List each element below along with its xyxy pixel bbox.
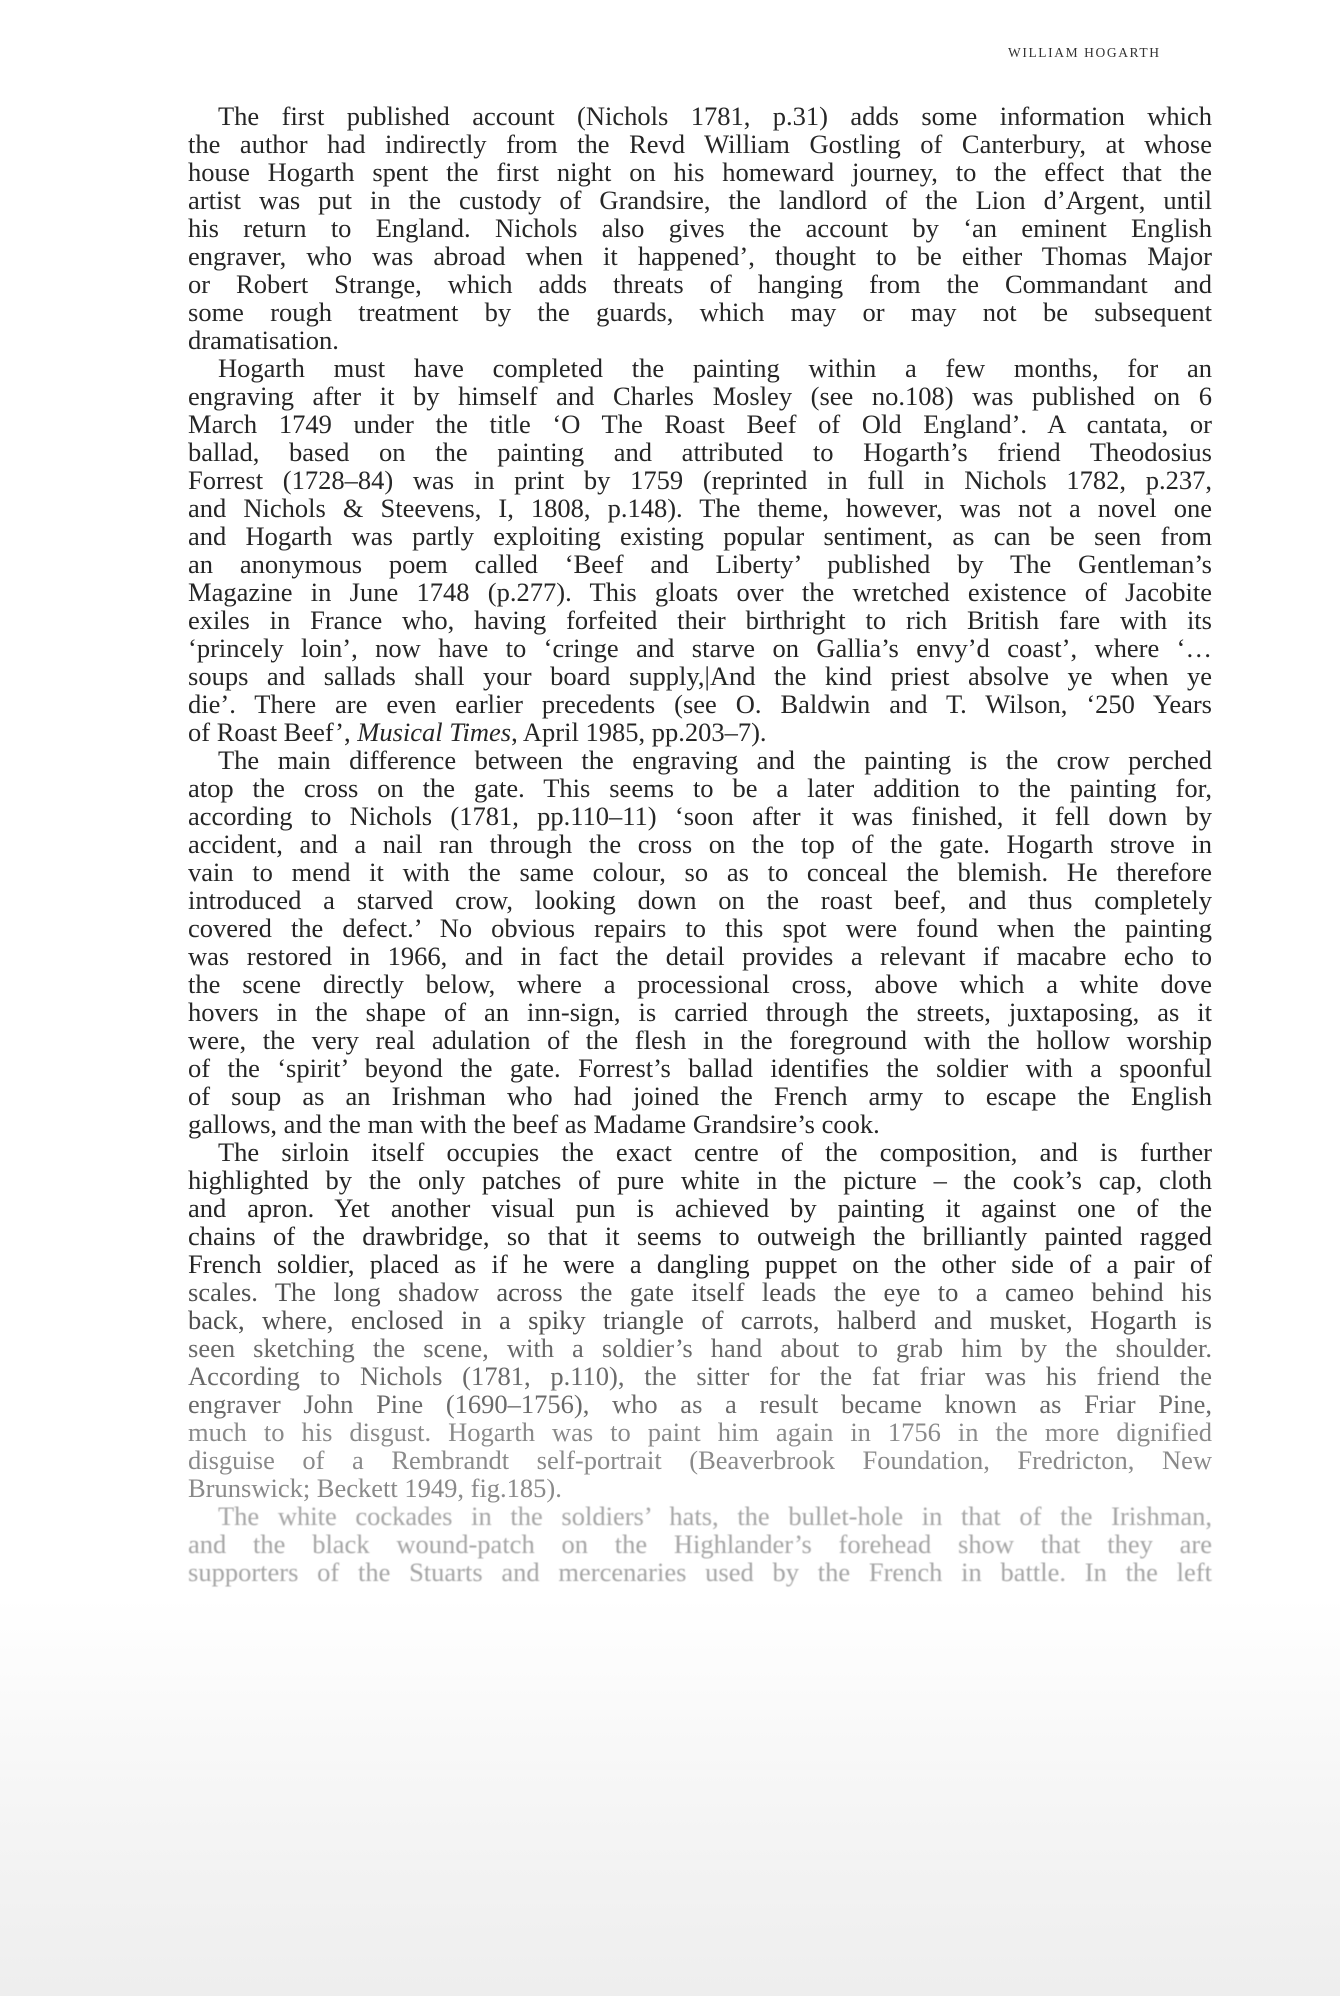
- running-head: WILLIAM HOGARTH: [1008, 45, 1161, 60]
- text-line: introduced a starved crow, looking down on the roast beef, and thus completely: [188, 885, 1212, 915]
- text-line: soups and sallads shall your board supply,|And the kind priest absolve ye when ye: [188, 661, 1212, 691]
- text-line: hovers in the shape of an inn-sign, is carried through the streets, juxtaposing, as it: [188, 997, 1212, 1027]
- text-line: or Robert Strange, which adds threats of hanging from the Commandant and: [188, 269, 1212, 299]
- text-line: seen sketching the scene, with a soldier’s hand about to grab him by the shoulder.: [188, 1333, 1212, 1363]
- text-line: his return to England. Nichols also gives the account by ‘an eminent English: [188, 213, 1212, 243]
- text-line: engraver John Pine (1690–1756), who as a result became known as Friar Pine,: [188, 1389, 1212, 1419]
- text-line: according to Nichols (1781, pp.110–11) ‘soon after it was finished, it fell down by: [188, 801, 1212, 831]
- text-line: accident, and a nail ran through the cross on the top of the gate. Hogarth strove in: [188, 829, 1212, 859]
- text-line: some rough treatment by the guards, which may or may not be subsequent: [188, 297, 1212, 327]
- text-line: back, where, enclosed in a spiky triangle of carrots, halberd and musket, Hogarth is: [188, 1305, 1212, 1335]
- text-line: was restored in 1966, and in fact the detail provides a relevant if macabre echo to: [188, 941, 1212, 971]
- text-line: and apron. Yet another visual pun is achieved by painting it against one of the: [188, 1193, 1212, 1223]
- text-line: and the black wound-patch on the Highlander’s forehead show that they are: [188, 1529, 1212, 1559]
- text-line: Brunswick; Beckett 1949, fig.185).: [188, 1473, 562, 1503]
- text-line: The white cockades in the soldiers’ hats, the bullet-hole in that of the Irishman,: [218, 1501, 1212, 1531]
- text-line: The main difference between the engraving and the painting is the crow perched: [218, 745, 1212, 775]
- text-line: supporters of the Stuarts and mercenaries used by the French in battle. In the left: [188, 1557, 1212, 1587]
- text-line: engraver, who was abroad when it happened’, thought to be either Thomas Major: [188, 241, 1212, 271]
- text-line: highlighted by the only patches of pure white in the picture – the cook’s cap, cloth: [188, 1165, 1212, 1195]
- text-line: house Hogarth spent the first night on his homeward journey, to the effect that the: [188, 157, 1212, 187]
- text-line: die’. There are even earlier precedents (see O. Baldwin and T. Wilson, ‘250 Years: [188, 689, 1212, 719]
- text-line: According to Nichols (1781, p.110), the sitter for the fat friar was his friend the: [188, 1361, 1212, 1391]
- text-line: and Nichols & Steevens, I, 1808, p.148). The theme, however, was not a novel one: [188, 493, 1212, 523]
- text-line: chains of the drawbridge, so that it seems to outweigh the brilliantly painted ragged: [188, 1221, 1212, 1251]
- text-line: The first published account (Nichols 1781, p.31) adds some information which: [218, 101, 1212, 131]
- text-line: engraving after it by himself and Charles Mosley (see no.108) was published on 6: [188, 381, 1212, 411]
- text-line: of the ‘spirit’ beyond the gate. Forrest’s ballad identifies the soldier with a spoonful: [188, 1053, 1212, 1083]
- text-line: much to his disgust. Hogarth was to paint him again in 1756 in the more dignified: [188, 1417, 1212, 1447]
- text-line: scales. The long shadow across the gate itself leads the eye to a cameo behind his: [188, 1277, 1212, 1307]
- text-line: disguise of a Rembrandt self-portrait (Beaverbrook Foundation, Fredricton, New: [188, 1445, 1212, 1475]
- text-line: artist was put in the custody of Grandsire, the landlord of the Lion d’Argent, until: [188, 185, 1212, 215]
- text-line: were, the very real adulation of the flesh in the foreground with the hollow worship: [188, 1025, 1212, 1055]
- text-line: gallows, and the man with the beef as Madame Grandsire’s cook.: [188, 1109, 880, 1139]
- text-line: dramatisation.: [188, 325, 339, 355]
- text-line: covered the defect.’ No obvious repairs to this spot were found when the painting: [188, 913, 1212, 943]
- text-line: and Hogarth was partly exploiting existing popular sentiment, as can be seen from: [188, 521, 1212, 551]
- text-line: the scene directly below, where a processional cross, above which a white dove: [188, 969, 1212, 999]
- text-line: the author had indirectly from the Revd William Gostling of Canterbury, at whose: [188, 129, 1212, 159]
- text-line: atop the cross on the gate. This seems to be a later addition to the painting for,: [188, 773, 1212, 803]
- text-line: of Roast Beef’, Musical Times, April 1985, pp.203–7).: [188, 717, 767, 747]
- text-line: March 1749 under the title ‘O The Roast Beef of Old England’. A cantata, or: [188, 409, 1212, 439]
- text-line: Forrest (1728–84) was in print by 1759 (reprinted in full in Nichols 1782, p.237,: [188, 465, 1212, 495]
- text-line: an anonymous poem called ‘Beef and Liberty’ published by The Gentleman’s: [188, 549, 1212, 579]
- text-line: The sirloin itself occupies the exact centre of the composition, and is further: [218, 1137, 1212, 1167]
- text-line: Magazine in June 1748 (p.277). This gloats over the wretched existence of Jacobite: [188, 577, 1212, 607]
- text-line: exiles in France who, having forfeited their birthright to rich British fare with its: [188, 605, 1212, 635]
- text-line: of soup as an Irishman who had joined the French army to escape the English: [188, 1081, 1212, 1111]
- text-line: French soldier, placed as if he were a dangling puppet on the other side of a pair of: [188, 1249, 1212, 1279]
- text-line: vain to mend it with the same colour, so as to conceal the blemish. He therefore: [188, 857, 1212, 887]
- text-line: ‘princely loin’, now have to ‘cringe and starve on Gallia’s envy’d coast’, where ‘…: [188, 633, 1212, 663]
- text-line: ballad, based on the painting and attributed to Hogarth’s friend Theodosius: [188, 437, 1212, 467]
- text-line: Hogarth must have completed the painting within a few months, for an: [218, 353, 1212, 383]
